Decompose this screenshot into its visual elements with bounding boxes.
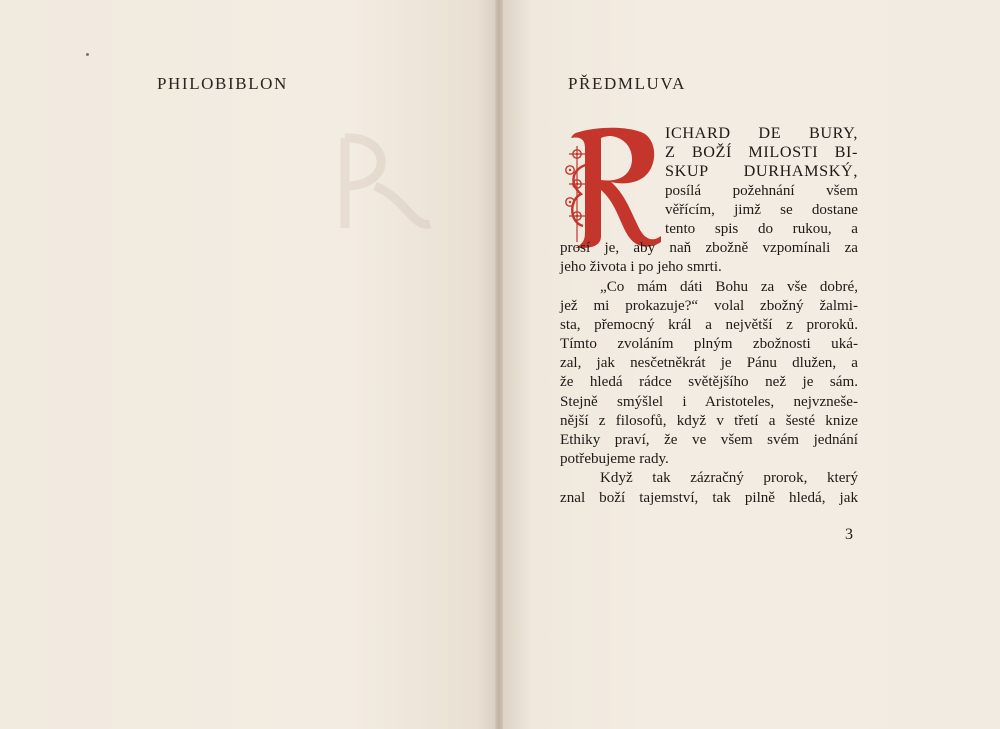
running-head-right: PŘEDMLUVA: [568, 74, 686, 93]
text-line: potřebujeme rady.: [560, 451, 669, 468]
text-line: Ethiky praví, že ve všem svém jednání: [560, 432, 858, 448]
text-line: „Co mám dáti Bohu za vše dobré,: [600, 278, 858, 295]
text-line: Stejně smýšlel i Aristoteles, nejvzneše-: [560, 393, 858, 410]
page-number: 3: [845, 526, 853, 543]
text-line: nější z filosofů, když v třetí a šesté knize: [560, 412, 858, 429]
text-line: SKUP DURHAMSKÝ,: [665, 162, 858, 181]
paper-speck: [86, 53, 89, 56]
book-gutter: [495, 0, 503, 729]
text-line: prosí je, aby naň zbožně vzpomínali za: [560, 240, 858, 257]
right-page: [503, 0, 1000, 729]
text-line: posílá požehnání všem: [665, 182, 858, 199]
text-line: jeho života i po jeho smrti.: [560, 259, 722, 276]
text-line: že hledá rádce světějšího než je sám.: [560, 374, 858, 391]
running-head-left: PHILOBIBLON: [157, 74, 288, 93]
text-line: ICHARD DE BURY,: [665, 124, 858, 142]
text-line: jež mi prokazuje?“ volal zbožný žalmi-: [560, 297, 858, 314]
text-line: Tímto zvoláním plným zbožnosti uká-: [560, 336, 858, 353]
text-line: zal, jak nesčetněkrát je Pánu dlužen, a: [560, 355, 858, 372]
left-page: [0, 0, 497, 729]
text-line: tento spis do rukou, a: [665, 220, 858, 237]
text-line: věřícím, jimž se dostane: [665, 201, 858, 218]
text-line: znal boží tajemství, tak pilně hledá, jak: [560, 489, 858, 506]
text-line: sta, přemocný král a největší z proroků.: [560, 316, 858, 333]
preface-text: [560, 124, 858, 508]
text-line: Z BOŽÍ MILOSTI BI-: [665, 143, 858, 162]
text-line: Když tak zázračný prorok, který: [600, 470, 858, 487]
show-through-mark: [335, 128, 435, 238]
